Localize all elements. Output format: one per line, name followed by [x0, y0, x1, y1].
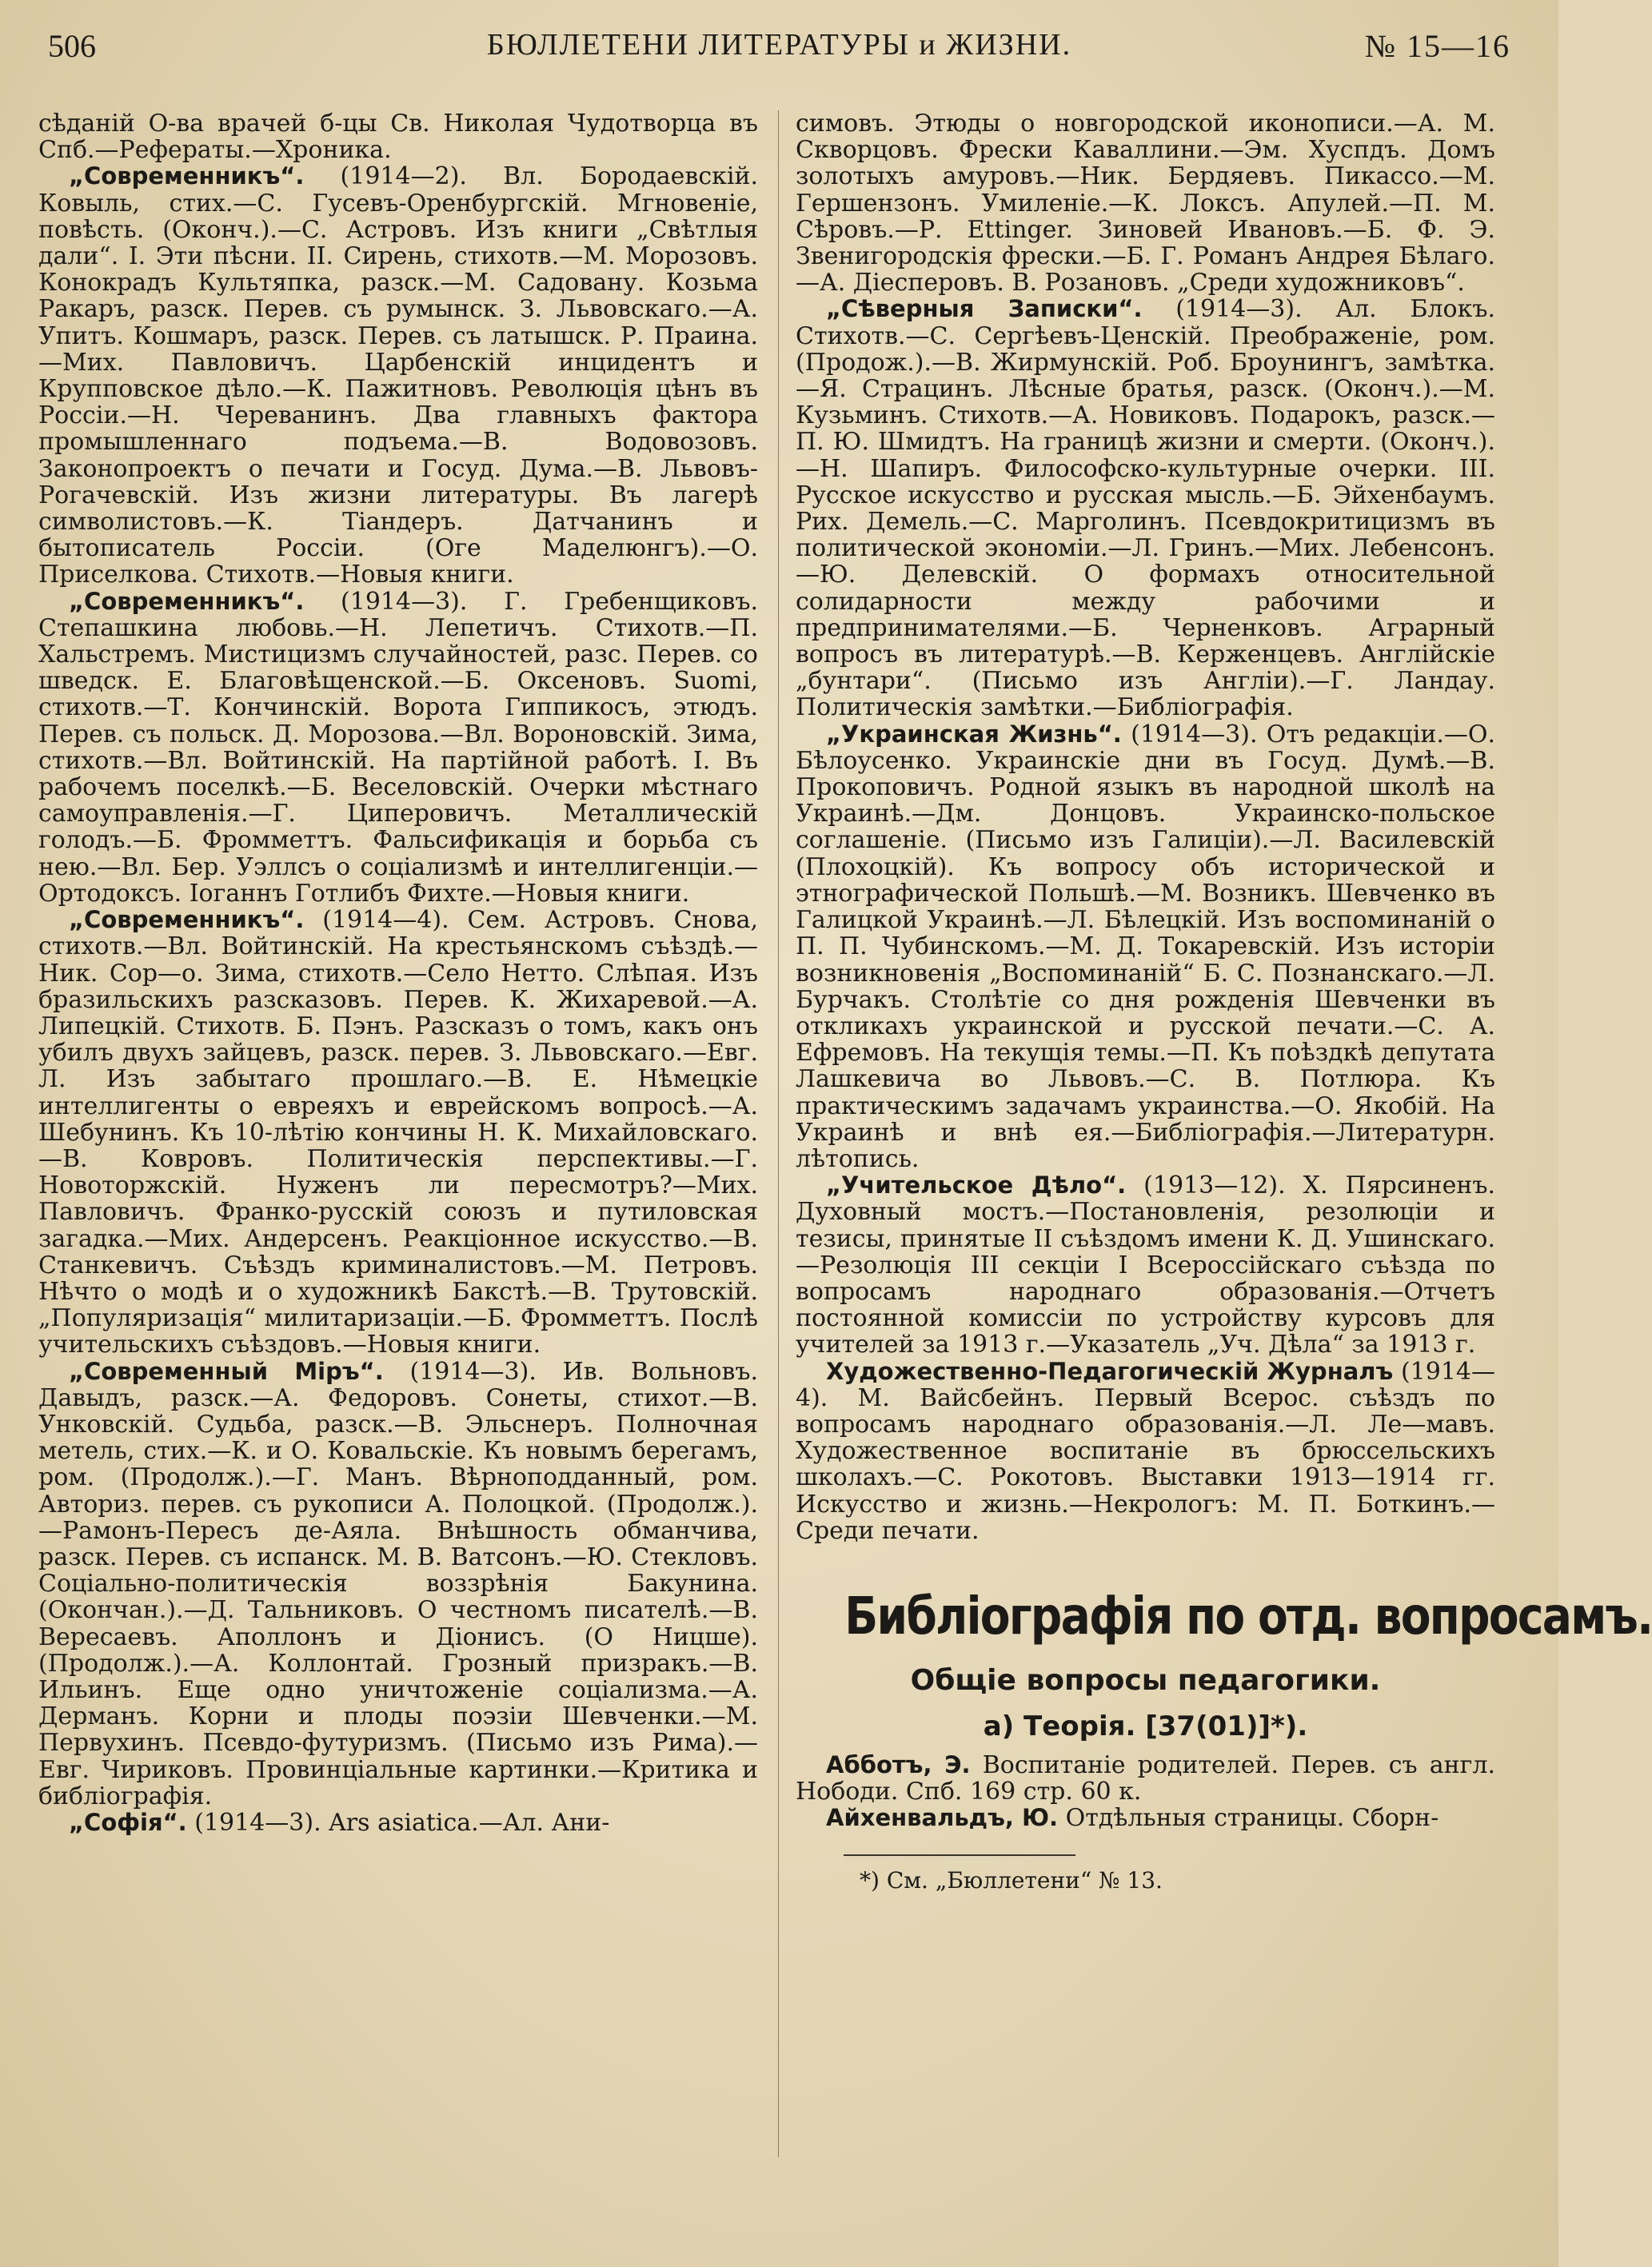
bibliography-entry [796, 1752, 1495, 1805]
journal-entry [38, 110, 758, 163]
journal-contents: сѣданій О-ва врачей б-цы Св. Николая Чудотворца въ Спб.—Рефераты.—Хроника. [38, 110, 758, 165]
section-heading: Библіографія по отд. вопросамъ. [844, 1587, 1652, 1646]
journal-contents: (1914—3). Ал. Блокъ. Стихотв.—С. Сергѣевъ-Ценскій. Преображеніе, ром. (Продож.).—В. Жирмунскій. Роб. Броунингъ, замѣтка.—Я. Страцинъ. Лѣсные братья, разск. (Оконч.).—М. Кузьминъ. Стихотв.—А. Новиковъ. Подарокъ, разск.—П. Ю. Шмидтъ. На границѣ жизни и смерти. (Оконч.).—Н. Шапиръ. Философско-культурные очерки. ІІІ. Русское искусство и русская мысль.—Б. Эйхенбаумъ. Рих. Демель.—С. Марголинъ. Псевдокритицизмъ въ политической экономіи.—Л. Гринъ.—Мих. Лебенсонъ.—Ю. Делевскій. О формахъ относительной солидарности между рабочими и предпринимателями.—Б. Черненковъ. Аграрный вопросъ въ литературѣ.—В. Керженцевъ. Англійскіе „бунтари“. (Письмо изъ Англіи).—Г. Ландау. Политическія замѣтки.—Библіографія. [796, 295, 1495, 722]
journal-contents: симовъ. Этюды о новгородской иконописи.—А. М. Скворцовъ. Фрески Каваллини.—Эм. Хуспдъ. Домъ золотыхъ амуровъ.—Ник. Бердяевъ. Пикассо.—М. Гершензонъ. Умиленіе.—К. Локсъ. Апулей.—П. М. Сѣровъ.—Р. Ettinger. Зиновей Ивановъ.—Б. Ф. Э. Звенигородскія фрески.—Б. Г. Романъ Андрея Бѣлаго.—А. Діесперовъ. В. Розановъ. „Среди художниковъ“. [796, 110, 1495, 297]
journal-entry [796, 296, 1495, 720]
journal-entry [38, 1810, 758, 1836]
section-subsubheading: а) Теорія. [37(01)]*). [983, 1710, 1308, 1742]
journal-contents: (1914—3). Отъ редакціи.—О. Бѣлоусенко. Украинскіе дни въ Госуд. Думѣ.—В. Прокоповичъ. Родной языкъ въ народной школѣ на Украинѣ.—Дм. Донцовъ. Украинско-польское соглашеніе. (Письмо изъ Галиціи).—Л. Василевскій (Плохоцкій). Къ вопросу объ исторической и этнографической Польшѣ.—М. Возникъ. Шевченко въ Галицкой Украинѣ.—Л. Бѣлецкій. Изъ воспоминаній о П. П. Чубинскомъ.—М. Д. Токаревскій. Изъ исторіи возникновенія „Воспоминаній“ Б. С. Познанскаго.—Л. Бурчакъ. Столѣтіе со дня рожденія Шевченки въ откликахъ украинской и русской печати.—С. А. Ефремовъ. На текущія темы.—П. Къ поѣздкѣ депутата Лашкевича во Львовъ.—С. В. Потлюра. Къ практическимъ задачамъ украинства.—О. Якобій. На Украинѣ и внѣ ея.—Библіографія.—Литературн. лѣтопись. [796, 720, 1495, 1173]
footnote: *) См. „Бюллетени“ № 13. [860, 1866, 1163, 1894]
journal-contents: (1914—2). Вл. Бородаевскій. Ковыль, стих.—С. Гусевъ-Оренбургскій. Мгновеніе, повѣсть. (Оконч.).—С. Астровъ. Изъ книги „Свѣтлыя дали“. І. Эти пѣсни. ІІ. Сирень, стихотв.—М. Морозовъ. Конокрадъ Культяпка, разск.—М. Садовану. Козьма Ракаръ, разск. Перев. съ румынск. З. Львовскаго.—А. Упитъ. Кошмаръ, разск. Перев. съ латышск. Р. Праина.—Мих. Павловичъ. Царбенскій инцидентъ и Крупповское дѣло.—К. Пажитновъ. Революція цѣнъ въ Россіи.—Н. Череванинъ. Два главныхъ фактора промышленнаго подъема.—В. Водовозовъ. Законопроектъ о печати и Госуд. Дума.—В. Львовъ-Рогачевскій. Изъ жизни литературы. Въ лагерѣ символистовъ.—К. Тіандеръ. Датчанинъ и бытописатель Россіи. (Оге Маделюнгъ).—О. Приселкова. Стихотв.—Новыя книги. [38, 162, 758, 589]
page-number: 506 [48, 28, 96, 64]
journal-entry [796, 110, 1495, 296]
journal-entry [38, 1359, 758, 1810]
journal-title: „Современный Міръ“. [69, 1357, 384, 1385]
bibliography-text: Отдѣльныя страницы. Сборн- [1058, 1804, 1439, 1833]
journal-entry [796, 721, 1495, 1172]
footnote-divider [844, 1854, 1075, 1856]
journal-contents: (1914—3). Ars asiatica.—Ал. Ани- [186, 1809, 610, 1837]
journal-title: „Современникъ“. [69, 587, 305, 615]
bibliography-author: Абботъ, Э. [826, 1750, 971, 1778]
page-header [48, 27, 1510, 75]
bibliography-text: Воспитаніе родителей. Перев. съ англ. Нободи. Спб. 169 стр. 60 к. [796, 1750, 1495, 1806]
bibliography-entry [796, 1805, 1495, 1831]
journal-entry [796, 1172, 1495, 1358]
journal-entry [38, 589, 758, 907]
journal-entry [38, 163, 758, 588]
journal-title: „Софія“. [69, 1809, 187, 1836]
journal-title: „Современникъ“. [69, 162, 305, 190]
left-column [38, 110, 758, 1836]
journal-contents: (1914—4). М. Вайсбейнъ. Первый Всерос. съѣздъ по вопросамъ народнаго образованія.—Л. Ле—мавъ. Художественное воспитаніе въ брюссельскихъ школахъ.—С. Рокотовъ. Выставки 1913—1914 гг. Искусство и жизнь.—Некрологъ: М. П. Боткинъ.—Среди печати. [796, 1357, 1495, 1545]
journal-contents: (1914—4). Сем. Астровъ. Снова, стихотв.—Вл. Войтинскій. На крестьянскомъ съѣздѣ.—Ник. Сор—о. Зима, стихотв.—Село Нетто. Слѣпая. Изъ бразильскихъ разсказовъ. Перев. К. Жихаревой.—А. Липецкій. Стихотв. Б. Пэнъ. Разсказъ о томъ, какъ онъ убилъ двухъ зайцевъ, разск. перев. З. Львовскаго.—Евг. Л. Изъ забытаго прошлаго.—В. Е. Нѣмецкіе интеллигенты о евреяхъ и еврейскомъ вопросѣ.—А. Шебунинъ. Къ 10-лѣтію кончины Н. К. Михайловскаго.—В. Ковровъ. Политическія перспективы.—Г. Новоторжскій. Нуженъ ли пересмотръ?—Мих. Павловичъ. Франко-русскій союзъ и путиловская загадка.—Мих. Андерсенъ. Реакціонное искусство.—В. Станкевичъ. Съѣздъ криминалистовъ.—М. Петровъ. Нѣчто о модѣ и о художникѣ Бакстѣ.—В. Трутовскій. „Популяризація“ милитаризаціи.—Б. Фромметтъ. Послѣ учительскихъ съѣздовъ.—Новыя книги. [38, 906, 758, 1359]
journal-title: „Учительское Дѣло“. [826, 1171, 1127, 1199]
right-column [796, 110, 1652, 1894]
journal-title: „Сѣверныя Записки“. [826, 295, 1143, 323]
journal-title: Художественно-Педагогическій Журналъ [826, 1357, 1394, 1385]
column-divider [778, 110, 779, 2157]
issue-number: № 15—16 [1364, 28, 1510, 64]
journal-entry [38, 907, 758, 1358]
journal-contents: (1913—12). Х. Пярсиненъ. Духовный мостъ.—Постановленія, резолюціи и тезисы, принятые ІІ съѣздомъ имени К. Д. Ушинскаго.—Резолюція ІІІ секціи І Всероссійскаго съѣзда по вопросамъ народнаго образованія.—Отчетъ постоянной комиссіи по устройству курсовъ для учителей за 1913 г.—Указатель „Уч. Дѣла“ за 1913 г. [796, 1171, 1495, 1359]
journal-contents: (1914—3). Ив. Вольновъ. Давыдъ, разск.—А. Федоровъ. Сонеты, стихот.—В. Унковскій. Судьба, разск.—В. Эльснеръ. Полночная метель, стих.—К. и О. Ковальскіе. Къ новымъ берегамъ, ром. (Продолж.).—Г. Манъ. Вѣрноподданный, ром. Авториз. перев. съ рукописи А. Полоцкой. (Продолж.).—Рамонъ-Пересъ де-Аяла. Внѣшность обманчива, разск. Перев. съ испанск. М. В. Ватсонъ.—Ю. Стекловъ. Соціально-политическія воззрѣнія Бакунина. (Окончан.).—Д. Тальниковъ. О честномъ писателѣ.—В. Вересаевъ. Аполлонъ и Діонисъ. (О Ницше). (Продолж.).—А. Коллонтай. Грозный призракъ.—В. Ильинъ. Еще одно уничтоженіе соціализма.—А. Дерманъ. Корни и плоды поэзіи Шевченки.—М. Первухинъ. Псевдо-футуризмъ. (Письмо изъ Рима).—Евг. Чириковъ. Провинціальные картинки.—Критика и библіографія. [38, 1357, 758, 1810]
running-title: БЮЛЛЕТЕНИ ЛИТЕРАТУРЫ и ЖИЗНИ. [486, 28, 1072, 62]
journal-entry [796, 1359, 1495, 1544]
bibliography-author: Айхенвальдъ, Ю. [826, 1804, 1059, 1832]
journal-title: „Современникъ“. [69, 906, 305, 934]
journal-title: „Украинская Жизнь“. [826, 720, 1122, 748]
journal-contents: (1914—3). Г. Гребенщиковъ. Степашкина любовь.—Н. Лепетичъ. Стихотв.—П. Хальстремъ. Мистицизмъ случайностей, разс. Перев. со шведск. Е. Благовѣщенской.—Б. Оксеновъ. Suomi, стихотв.—Т. Кончинскій. Ворота Гиппикосъ, этюдъ. Перев. съ польск. Д. Морозова.—Вл. Вороновскій. Зима, стихотв.—Вл. Войтинскій. На партійной работѣ. І. Въ рабочемъ поселкѣ.—Б. Веселовскій. Очерки мѣстнаго самоуправленія.—Г. Циперовичъ. Металлическій голодъ.—Б. Фромметтъ. Фальсификація и борьба съ нею.—Вл. Бер. Уэллсъ о соціализмѣ и интеллигенціи.—Ортодоксъ. Іоганнъ Готлибъ Фихте.—Новыя книги. [38, 587, 758, 908]
section-subheading: Общіе вопросы педагогики. [910, 1663, 1381, 1697]
